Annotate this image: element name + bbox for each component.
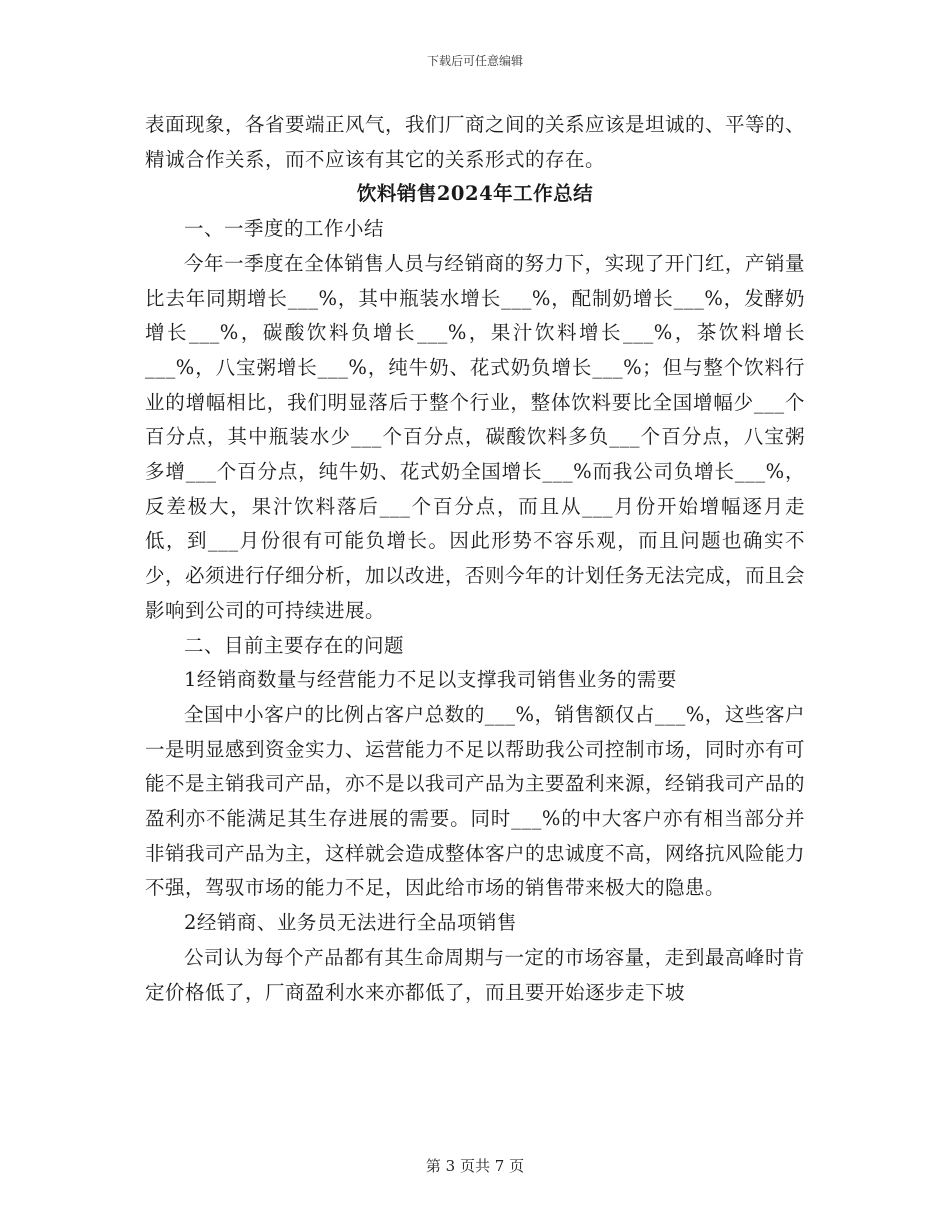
paragraph-q1-summary: 今年一季度在全体销售人员与经销商的努力下，实现了开门红，产销量比去年同期增长___%，其中瓶装水增长___%，配制奶增长___%，发酵奶增长___%，碳酸饮料负增长___%，果汁饮料增长___%，茶饮料增长___%，八宝粥增长___%，纯牛奶、花式奶负增长___%；但与整个饮料行业的增幅相比，我们明显落后于整个行业，整体饮料要比全国增幅少___个百分点，其中瓶装水少___个百分点，碳酸饮料多负___个百分点，八宝粥多增___个百分点，纯牛奶、花式奶全国增长___%而我公司负增长___%，反差极大，果汁饮料落后___个百分点，而且从___月份开始增幅逐月走低，到___月份很有可能负增长。因此形势不容乐观，而且问题也确实不少，必须进行仔细分析，加以改进，否则今年的计划任务无法完成，而且会影响到公司的可持续进展。 — [145, 251, 806, 622]
subheading-2: 2经销商、业务员无法进行全品项销售 — [184, 911, 517, 935]
section-heading-1: 一、一季度的工作小结 — [184, 217, 385, 241]
section-heading-2: 二、目前主要存在的问题 — [184, 633, 405, 657]
page-footer: 第 3 页共 7 页 — [425, 1157, 525, 1175]
paragraph-distributors: 全国中小客户的比例占客户总数的___%，销售额仅占___%，这些客户一是明显感到资金实力、运营能力不足以帮助我公司控制市场，同时亦有可能不是主销我司产品，亦不是以我司产品为主要盈利来源，经销我司产品的盈利亦不能满足其生存进展的需要。同时___%的中大客户亦有相当部分并非销我司产品为主，这样就会造成整体客户的忠诚度不高，网络抗风险能力不强，驾驭市场的能力不足，因此给市场的销售带来极大的隐患。 — [145, 702, 806, 900]
document-body — [145, 108, 805, 1010]
paragraph-product-lifecycle: 公司认为每个产品都有其生命周期与一定的市场容量，走到最高峰时肯定价格低了，厂商盈利水来亦都低了，而且要开始逐步走下坡 — [145, 945, 805, 1004]
paragraph-continuation: 表面现象，各省要端正风气，我们厂商之间的关系应该是坦诚的、平等的、精诚合作关系，而不应该有其它的关系形式的存在。 — [145, 113, 806, 171]
page-header: 下载后可任意编辑 — [426, 54, 523, 68]
subheading-1: 1经销商数量与经营能力不足以支撑我司销售业务的需要 — [184, 668, 677, 692]
document-title: 饮料销售2024年工作总结 — [356, 182, 594, 206]
